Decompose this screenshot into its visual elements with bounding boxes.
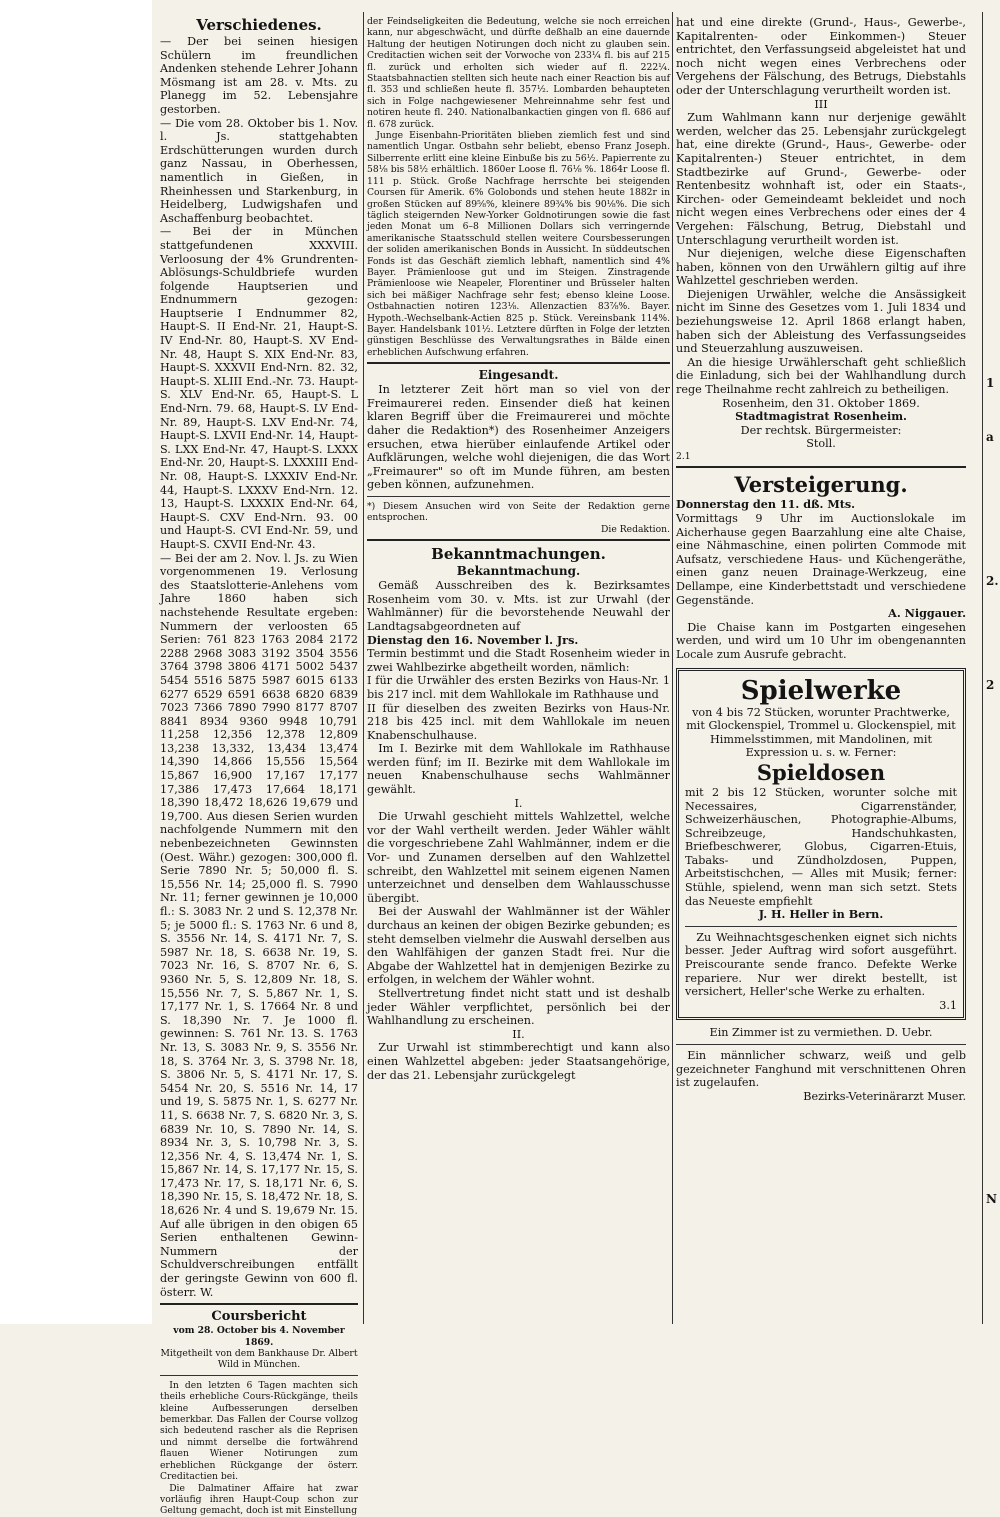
column-rule	[982, 12, 983, 1324]
left-margin-blank	[0, 0, 152, 1324]
notice-paragraph: Im I. Bezirke mit dem Wahllokale im Rathhause werden fünf; im II. Bezirke mit dem Wahllokale im neuen Knabenschulhause sechs Wahlmänner gewählt.	[367, 742, 670, 797]
bekanntmachung-subtitle: Bekanntmachung.	[456, 564, 581, 579]
coursbericht-paragraph: Die Dalmatiner Affaire hat zwar vorläufig ihren Haupt-Coup schon zur Geltung gemacht, doch ist mit Einstellung	[160, 1482, 358, 1517]
article-paragraph: — Bei der am 2. Nov. l. Js. zu Wien vorgenommenen 19. Verlosung des Staatslotterie-Anlehens vom Jahre 1860 haben sich nachstehende Resultate ergeben: Nummern der verloosten 65 Serien: 761 823 1763 2084 2172 2288 2968 3083 3192 3504 3556 3764 3798 3806 4171 5002 5437 5454 5516 5875 5987 6015 6133 6277 6529 6591 6638 6820 6839 7023 7366 7890 7990 8177 8707 8841 8934 9360 9948 10,791 11,258 12,356 12,378 12,809 13,238 13,332, 13,434 13,474 14,390 14,866 15,556 15,564 15,867 16,900 17,167 17,177 17,386 17,473 17,664 18,171 18,390 18,472 18,626 19,679 und 19,700. Aus diesen Serien wurden nachfolgende Nummern mit den nebenbezeichneten Gewinnsten (Oest. Währ.) gezogen: 300,000 fl. Serie 7890 Nr. 5; 50,000 fl. S. 15,556 Nr. 14; 25,000 fl. S. 7990 Nr. 11; ferner gewinnen je 10,000 fl.: S. 3083 Nr. 2 und S. 12,378 Nr. 5; je 5000 fl.: S. 1763 Nr. 6 und 8, S. 3556 Nr. 14, S. 4171 Nr. 7, S. 5987 Nr. 18, S. 6638 Nr. 19, S. 7023 Nr. 16, S. 8707 Nr. 6, S. 9360 Nr. 5, S. 12,809 Nr. 18, S. 15,556 Nr. 7, S. 5,867 Nr. 1, S. 17,177 Nr. 1, S. 17664 Nr. 8 und S. 18,390 Nr. 7. Je 1000 fl. gewinnen: S. 761 Nr. 13. S. 1763 Nr. 13, S. 3083 Nr. 9, S. 3556 Nr. 18, S. 3764 Nr. 3, S. 3798 Nr. 18, S. 3806 Nr. 5, S. 4171 Nr. 17, S. 5454 Nr. 20, S. 5516 Nr. 14, 17 und 19, S. 5875 Nr. 1, S. 6277 Nr. 11, S. 6638 Nr. 7, S. 6820 Nr. 3, S. 6839 Nr. 10, S. 7890 Nr. 14, S. 8934 Nr. 3, S. 10,798 Nr. 3, S. 12,356 Nr. 4, S. 13,474 Nr. 1, S. 15,867 Nr. 14, S. 17,177 Nr. 15, S. 17,473 Nr. 17, S. 18,171 Nr. 6, S. 18,390 Nr. 15, S. 18,472 Nr. 18, S. 18,626 Nr. 4 und S. 19,679 Nr. 15. Auf alle übrigen in den obigen 65 Serien enthaltenen Gewinn-Nummern der Schuldverschreibungen entfällt der geringste Gewinn von 600 fl. österr. W.	[160, 551, 358, 1299]
notice-paragraph: Diejenigen Urwähler, welche die Ansässigkeit nicht im Sinne des Gesetzes vom 1. Juli 1834 und beziehungsweise 12. April 1868 erlangt haben, haben sich der Ableistung des Verfassungseides und Steuerzahlung auszuweisen.	[676, 287, 966, 356]
notice-paragraph: Gemäß Ausschreiben des k. Bezirksamtes Rosenheim vom 30. v. Mts. ist zur Urwahl (der Wahlmänner) für die bevorstehende Neuwahl der Landtagsabgeordneten auf	[367, 579, 670, 633]
column-1	[160, 16, 358, 1517]
spielwerke-advertisement	[676, 668, 966, 1021]
column-rule	[363, 12, 364, 1324]
section-divider	[160, 1303, 358, 1305]
section-divider	[676, 466, 966, 468]
editor-footnote: *) Diesem Ansuchen wird von Seite der Redaktion gerne entsprochen.	[367, 500, 670, 524]
section-divider	[685, 926, 957, 927]
article-paragraph: — Die vom 28. Oktober bis 1. Nov. l. Js. stattgehabten Erdschütterungen wurden durch ganz Nassau, in Oberhessen, namentlich in Gießen, in Rheinhessen und Starkenburg, in Heidelberg, Ludwigshafen und Aschaffenburg beobachtet.	[160, 116, 358, 225]
section-number: II.	[512, 1027, 525, 1041]
coursbericht-continued: Junge Eisenbahn-Prioritäten blieben ziemlich fest und sind namentlich Ungar. Ostbahn sehr beliebt, ebenso Franz Joseph. Silberrente erlitt eine kleine Einbuße bis zu 56½. Papierrente zu 58⅛ bis 58½ erhältlich. 1860er Loose fl. 76⅛ %. 1864r Loose fl. 111 p. Stück. Große Nachfrage herrschte bei steigenden Coursen für Amerik. 6% Golobonds und stehen heute 1882r in großen Stücken auf 89⅝%, kleinere 89¾% bis 90⅛%. Die sich täglich steigernden New-Yorker Goldnotirungen sowie die fast jeden Monat um 6–8 Millionen Dollars sich verringernde amerikanische Staatsschuld stellen weitere Coursbesserungen der soliden amerikanischen Bonds in Aussicht. In süddeutschen Fonds ist das Geschäft ziemlich lebhaft, namentlich sind 4% Bayer. Prämienloose gut und im Steigen. Zinstragende Prämienloose wie Neapeler, Florentiner und Brüsseler halten sich bei mäßiger Nachfrage sehr fest; ebenso kleine Loose. Ostbahnactien notiren 123⅛. Allenzactien 83⅞%. Bayer. Hypoth.-Wechselbank-Actien 825 p. Stück. Vereinsbank 114%. Bayer. Handelsbank 101½. Letztere dürften in Folge der letzten günstigen Beschlüsse des Verwaltungsrathes in Bälde einen erheblichen Aufschwung erfahren.	[367, 130, 670, 358]
column-rule	[672, 12, 673, 1324]
ad-signature: J. H. Heller in Bern.	[758, 907, 884, 922]
section-divider	[367, 362, 670, 364]
article-paragraph: — Bei der in München stattgefundenen XXXVIII. Verloosung der 4% Grundrenten-Ablösungs-Schuldbriefe wurden folgende Hauptserien und Endnummern gezogen: Hauptserie I Endnummer 82, Haupt-S. II End-Nr. 21, Haupt-S. IV End-Nr. 80, Haupt-S. XV End-Nr. 48, Haupt S. XIX End-Nr. 83, Haupt-S. XXXVII End-Nrn. 82. 32, Haupt-S. XLIII End.-Nr. 73. Haupt-S. XLV End-Nr. 65, Haupt-S. L End-Nrn. 79. 68, Haupt-S. LV End-Nr. 89, Haupt-S. LXV End-Nr. 74, Haupt-S. LXVII End-Nr. 14, Haupt-S. LXX End-Nr. 47, Haupt-S. LXXX End-Nr. 20, Haupt-S. LXXXIII End-Nr. 08, Haupt-S. LXXXIV End-Nr. 44, Haupt-S. LXXXV End-Nrn. 12. 13, Haupt-S. LXXXIX End-Nr. 64, Haupt-S. CXV End-Nrn. 93. 00 und Haupt-S. CVI End-Nr. 59, und Haupt-S. CXVII End-Nr. 43.	[160, 225, 358, 551]
veterinarian-signature: Bezirks-Veterinärarzt Muser.	[803, 1089, 966, 1103]
auctioneer-signature: A. Niggauer.	[888, 606, 966, 621]
section-number: III	[814, 97, 828, 111]
notice-paragraph: Bei der Auswahl der Wahlmänner ist der Wähler durchaus an keinen der obigen Bezirke gebunden; es steht demselben vielmehr die Auswahl derselben aus den Wahlfähigen der ganzen Stadt frei. Nur die Abgabe der Wahlzettel hat in demjenigen Bezirke zu erfolgen, in welchem der Wähler wohnt.	[367, 905, 670, 987]
edge-fragment: 2	[986, 678, 995, 692]
column-2	[367, 16, 670, 1316]
coursbericht-continued: der Feindseligkeiten die Bedeutung, welche sie noch erreichen kann, nur abgeschwächt, und dürfte deßhalb an eine dauernde Haltung der heutigen Notirungen doch nicht zu glauben sein. Creditactien wichen seit der Vorwoche von 233¼ fl. bis auf 215 fl. zurück und erholten sich wieder auf fl. 222¼. Staatsbahnactien stellten sich heute nach einer Reaction bis auf fl. 353 und schließen heute fl. 357½. Lombarden behaupteten sich in Folge nachgewiesener Mehreinnahme sehr fest und notiren heute fl. 240. Nationalbankactien gingen von fl. 686 auf fl. 678 zurück.	[367, 16, 670, 130]
eingesandt-paragraph: In letzterer Zeit hört man so viel von der Freimaurerei reden. Einsender dieß hat keinen klaren Begriff über die Freimaurerei und möchte daher die Redaktion*) des Rosenheimer Anzeigers ersuchen, etwa hierüber einlaufende Artikel oder Aufklärungen, welche wohl diejenigen, die das Wort „Freimaurer" so oft im Munde führen, am besten geben können, aufzunehmen.	[367, 383, 670, 492]
ad-mark: 3.1	[939, 998, 957, 1012]
column-3	[676, 16, 966, 1316]
room-for-rent-notice: Ein Zimmer ist zu vermiethen. D. Uebr.	[709, 1026, 933, 1040]
editor-signature: Die Redaktion.	[601, 523, 670, 535]
coursbericht-paragraph: In den letzten 6 Tagen machten sich theils erhebliche Cours-Rückgänge, theils kleine Aufbesserungen derselben bemerkbar. Das Fallen der Course vollzog sich bedeutend rascher als die Reprisen und nimmt derselbe die fortwährend flauen Wiener Notirungen zum erheblichen Rückgange der österr. Creditactien bei.	[160, 1379, 358, 1483]
edge-fragment: a	[986, 430, 994, 444]
edge-fragment: 2.	[986, 574, 999, 588]
ad-paragraph: Zu Weihnachtsgeschenken eignet sich nichts besser. Jeder Auftrag wird sofort ausgeführt. Preiscourante sende franco. Defekte Werke repariere. Nur wer direkt bestellt, ist versichert, Heller'sche Werke zu erhalten.	[685, 930, 957, 999]
notice-paragraph: Die Urwahl geschieht mittels Wahlzettel, welche vor der Wahl vertheilt werden. Jeder Wähler wählt die vorgeschriebene Zahl Wahlmänner, indem er die Vor- und Zunamen derselben auf den Wahlzettel schreibt, den Wahlzettel mit seinem eigenen Namen unterzeichnet und denselben dem Wahlausschusse übergibt.	[367, 810, 670, 905]
section-number: I.	[514, 796, 523, 810]
section-divider	[676, 1044, 966, 1045]
coursbericht-subtitle: vom 28. October bis 4. November 1869.	[173, 1325, 345, 1348]
notice-paragraph: hat und eine direkte (Grund-, Haus-, Gewerbe-, Kapitalrenten- oder Einkommen-) Steuer entrichtet, den Verfassungseid abgeleistet hat und noch nicht wegen eines Verbrechens oder Vergehens der Fälschung, des Betrugs, Diebstahls oder der Unterschlagung verurtheilt worden ist.	[676, 16, 966, 97]
notice-date: Rosenheim, den 31. Oktober 1869.	[722, 396, 920, 410]
column-4-fragment	[986, 16, 1000, 1316]
district-item: II für dieselben des zweiten Bezirks von Haus-Nr. 218 bis 425 incl. mit dem Wahllokale im neuen Knabenschulhause.	[367, 701, 670, 742]
magistrate-signature: Stadtmagistrat Rosenheim.	[735, 409, 907, 424]
ad-paragraph: von 4 bis 72 Stücken, worunter Prachtwerke, mit Glockenspiel, Trommel u. Glockenspiel, mit Himmelsstimmen, mit Mandolinen, mit Expression u. s. w. Ferner:	[686, 705, 956, 760]
mayor-title: Der rechtsk. Bürgermeister:	[740, 423, 902, 437]
notice-paragraph: An die hiesige Urwählerschaft geht schließlich die Einladung, sich bei der Wahlhandlung durch rege Theilnahme recht zahlreich zu betheiligen.	[676, 355, 966, 397]
found-dog-notice: Ein männlicher schwarz, weiß und gelb gezeichneter Fanghund mit verschnittenen Ohren ist zugelaufen.	[676, 1049, 966, 1090]
mayor-name: Stoll.	[806, 437, 836, 451]
notice-paragraph: Nur diejenigen, welche diese Eigenschaften haben, können von den Urwählern giltig auf ihre Wahlzettel geschrieben werden.	[676, 247, 966, 288]
edge-fragment: N	[986, 1192, 997, 1206]
auction-paragraph: Die Chaise kann im Postgarten eingesehen werden, und wird um 10 Uhr im obengenannten Locale zum Ausrufe gebracht.	[676, 620, 966, 661]
coursbericht-source: Mitgetheilt von dem Bankhause Dr. Albert Wild in München.	[160, 1348, 358, 1371]
versteigerung-title: Versteigerung.	[734, 472, 908, 498]
bekanntmachungen-title: Bekanntmachungen.	[431, 545, 606, 564]
notice-paragraph: Stellvertretung findet nicht statt und ist deshalb jeder Wähler verpflichtet, persönlich bei der Wahlhandlung zu erscheinen.	[367, 986, 670, 1028]
district-item: I für die Urwähler des ersten Bezirks von Haus-Nr. 1 bis 217 incl. mit dem Wahllokale im Rathhause und	[367, 674, 670, 701]
eingesandt-title: Eingesandt.	[478, 368, 559, 383]
section-divider	[367, 496, 670, 497]
edge-fragment: 1	[986, 376, 995, 390]
notice-paragraph: Zur Urwahl ist stimmberechtigt und kann also einen Wahlzettel abgeben: jeder Staatsangehörige, der das 21. Lebensjahr zurückgelegt	[367, 1041, 670, 1082]
notice-paragraph: Zum Wahlmann kann nur derjenige gewählt werden, welcher das 25. Lebensjahr zurückgelegt hat, eine direkte (Grund-, Haus-, Gewerbe- oder Kapitalrenten-) Steuer entrichtet, in dem Stadtbezirke auf Grund-, Gewerbe- oder Rentenbesitz wohnhaft ist, oder ein Staats-, Kirchen- oder Gemeindeamt bekleidet und noch nicht wegen eines Verbrechens oder eines der 4 Vergehen: Fälschung, Betrug, Diebstahl und Unterschlagung verurtheilt worden ist.	[676, 111, 966, 247]
ad-paragraph: mit 2 bis 12 Stücken, worunter solche mit Necessaires, Cigarrenständer, Schweizerhäuschen, Photographie-Albums, Schreibzeuge, Handschuhkasten, Briefbeschwerer, Globus, Cigarren-Etuis, Tabaks- und Zündholzdosen, Puppen, Arbeitstischchen, — Alles mit Musik; ferner: Stühle, spielend, wenn man sich setzt. Stets das Neueste empfiehlt	[685, 785, 957, 908]
ad-mark: 2.1	[676, 451, 691, 462]
auction-date: Donnerstag den 11. dß. Mts.	[676, 497, 856, 512]
section-heading-verschiedenes: Verschiedenes.	[196, 16, 322, 34]
section-divider	[367, 539, 670, 541]
section-divider	[160, 1375, 358, 1376]
article-paragraph: — Der bei seinen hiesigen Schülern im freundlichen Andenken stehende Lehrer Johann Mösmang ist am 28. v. Mts. zu Planegg im 52. Lebensjahre gestorben.	[160, 35, 358, 116]
election-date: Dienstag den 16. November l. Jrs.	[367, 632, 579, 647]
notice-paragraph: Termin bestimmt und die Stadt Rosenheim wieder in zwei Wahlbezirke abgetheilt worden, nämlich:	[367, 647, 670, 674]
spielwerke-title: Spielwerke	[740, 675, 902, 706]
auction-paragraph: Vormittags 9 Uhr im Auctionslokale im Aicherhause gegen Baarzahlung eine alte Chaise, eine Nähmaschine, einen polirten Commode mit Aufsatz, verschiedene Haus- und Küchengeräthe, einen ganz neuen Drainage-Werkzeug, eine Dellampe, eine Kinderbettstadt und verschiedene Gegenstände.	[676, 512, 966, 607]
spieldosen-title: Spieldosen	[756, 759, 886, 785]
coursbericht-title: Coursbericht	[211, 1309, 307, 1325]
